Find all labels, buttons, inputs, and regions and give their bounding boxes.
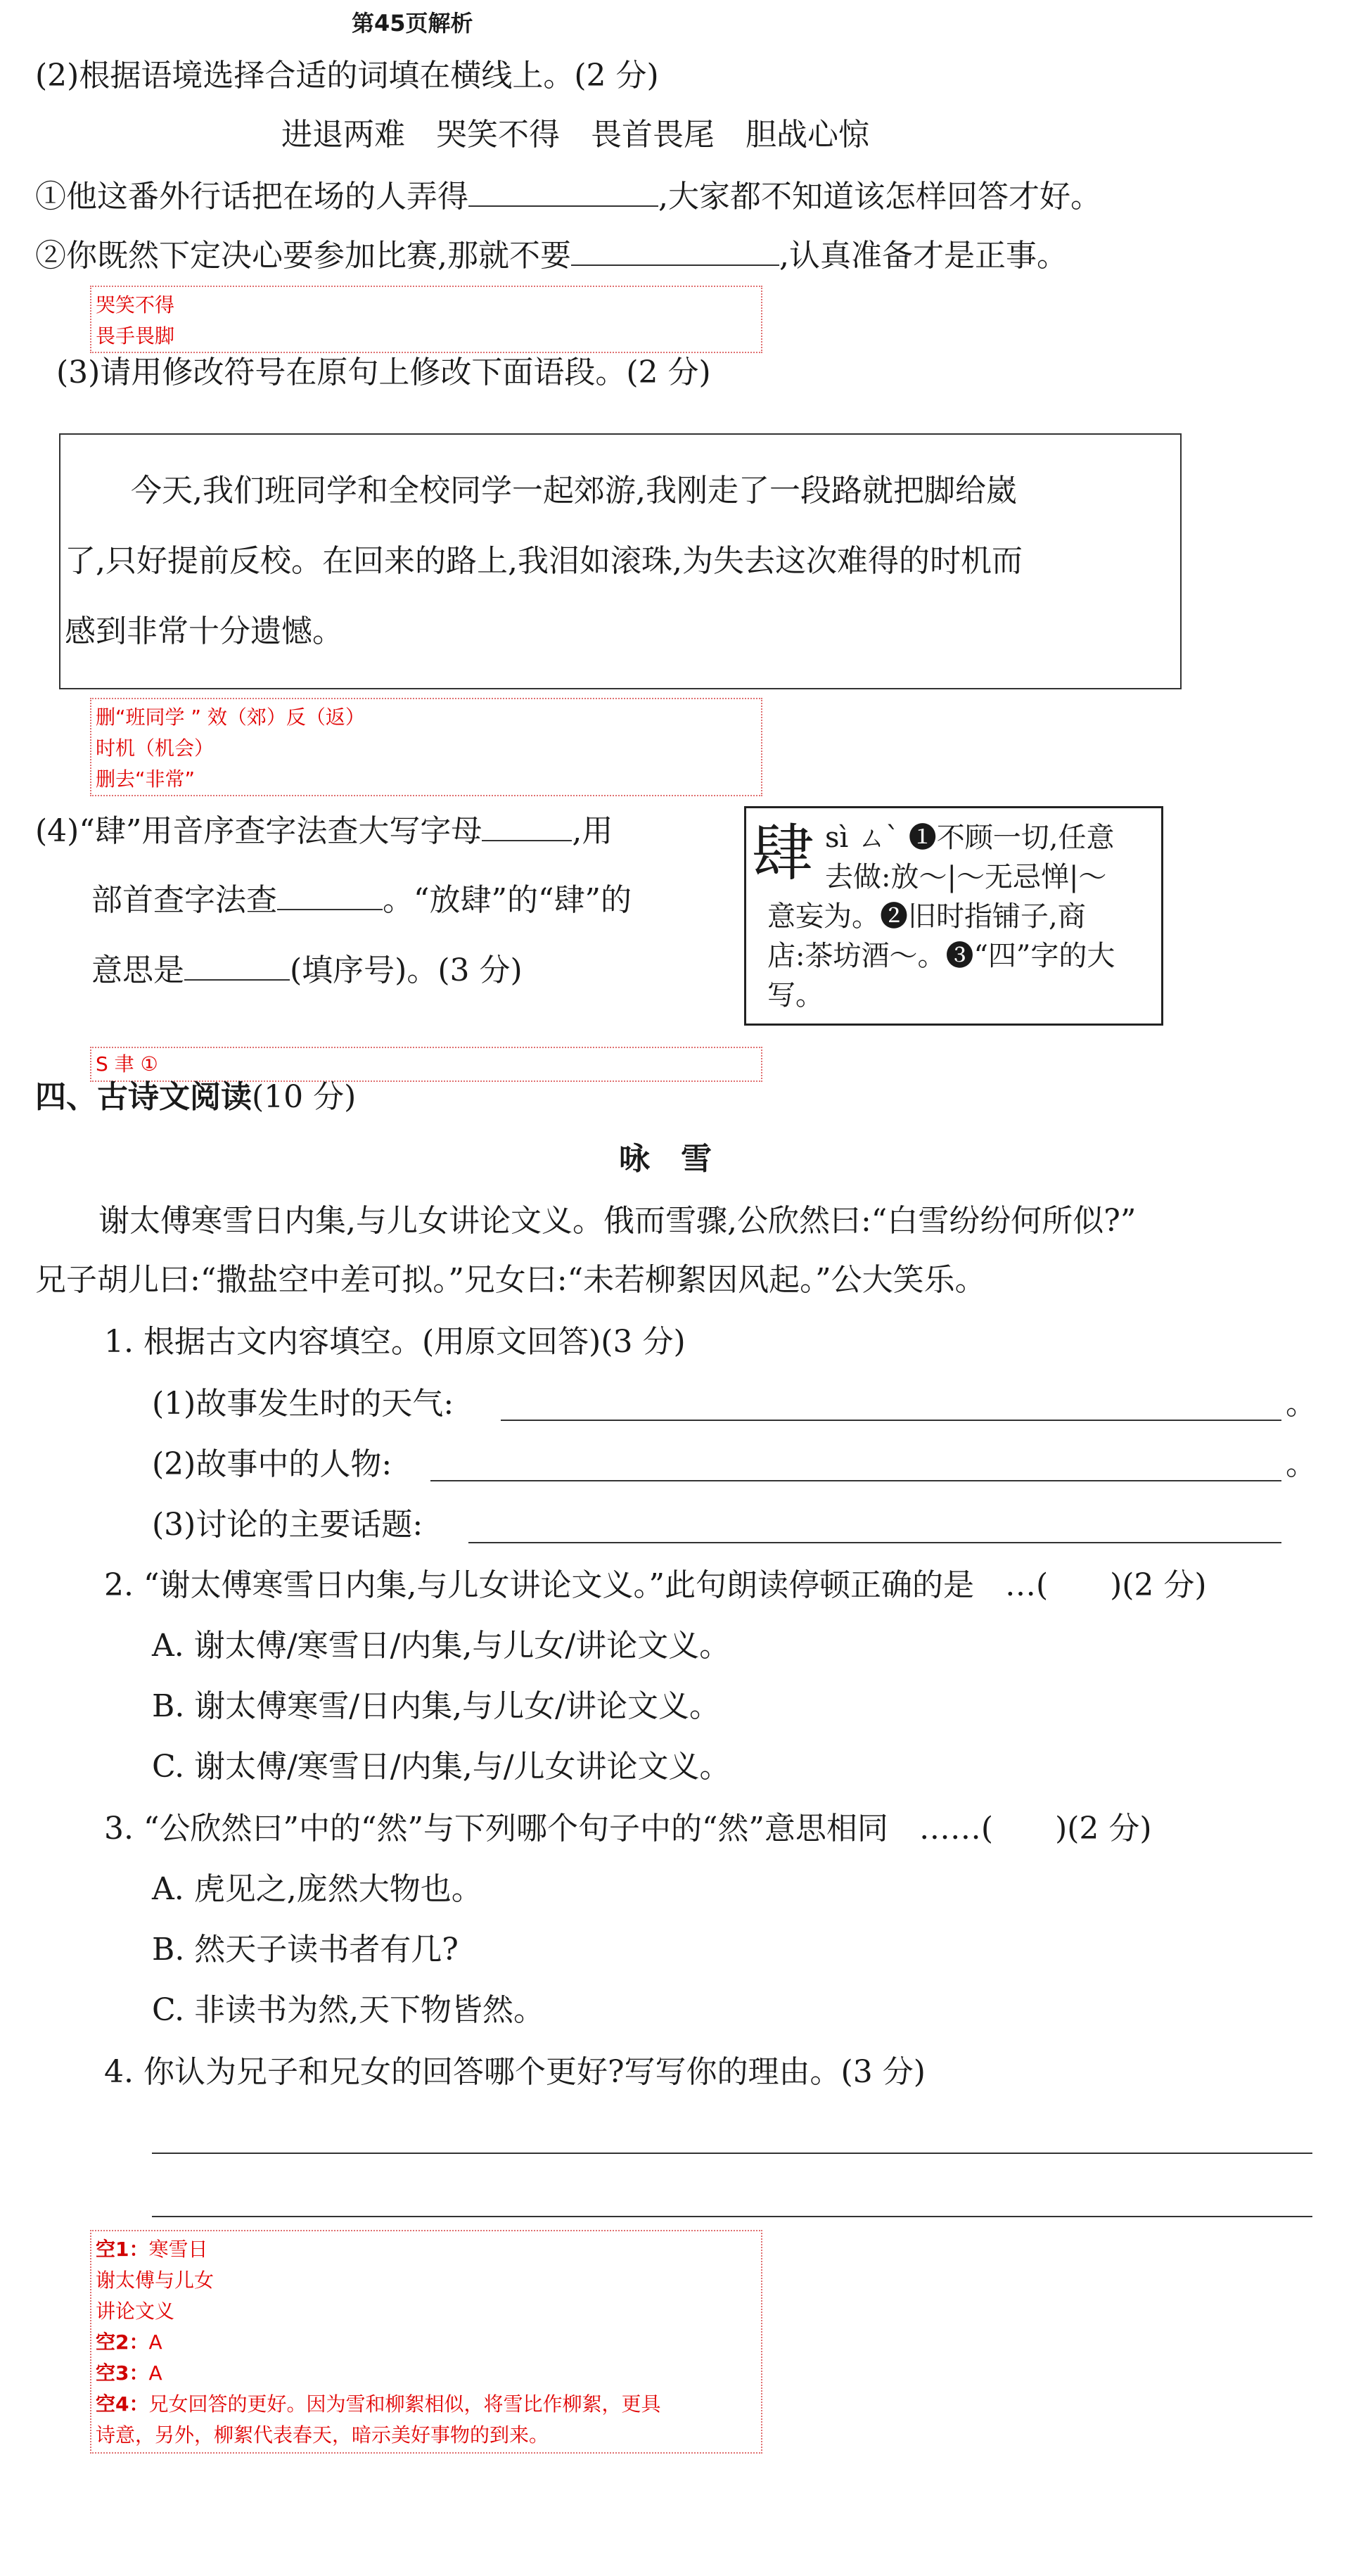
answer-row: [96, 2296, 757, 2327]
q3-passage-line-1: 今天,我们班同学和全校同学一起郊游,我刚走了一段路就把脚给崴: [131, 473, 1017, 509]
s4-q2-option-b[interactable]: B. 谢太傅寒雪/日内集,与儿女/讲论文义。: [152, 1688, 720, 1724]
dict-line-4: 店:茶坊酒～。❸“四”字的大: [767, 940, 1115, 972]
s4-q3-option-b[interactable]: B. 然天子读书者有几?: [152, 1932, 459, 1968]
q2-s1-after: ,大家都不知道该怎样回答才好。: [658, 179, 1101, 215]
answer-row: [96, 2358, 757, 2389]
answer-text: 寒雪日: [148, 2238, 208, 2261]
dict-line-1: [825, 818, 1114, 857]
answer-row: [96, 2389, 757, 2420]
s4-q1-a-blank[interactable]: [501, 1420, 1281, 1421]
page-title: 第45页解析: [352, 10, 473, 37]
answer-text: 谢太傅与儿女: [96, 2269, 215, 2292]
answer-label: 空1：: [96, 2238, 149, 2261]
dict-line-5: 写。: [767, 979, 824, 1012]
dict-character: 肆: [752, 817, 814, 889]
s4-q1-b-period: 。: [1286, 1446, 1317, 1482]
answer-label: 空2：: [96, 2330, 149, 2354]
answer-label: 空3：: [96, 2361, 149, 2385]
q4-line3-after: (填序号)。(3 分): [290, 952, 523, 988]
q2-s2-before: ②你既然下定决心要参加比赛,那就不要: [35, 238, 571, 274]
q2-s1-blank[interactable]: [468, 177, 658, 207]
s4-q4-answer-line-2[interactable]: [152, 2216, 1312, 2217]
answer-row: [96, 2234, 757, 2265]
q4-blank-2[interactable]: [277, 881, 383, 910]
q4-blank-1[interactable]: [482, 812, 572, 841]
answer-text: 兄女回答的更好。因为雪和柳絮相似，将雪比作柳絮，更具: [148, 2392, 661, 2416]
q2-s2-after: ,认真准备才是正事。: [779, 238, 1068, 274]
s4-q1-c: (3)讨论的主要话题:: [152, 1507, 423, 1543]
section-4-heading: [35, 1078, 356, 1117]
q4-line1-before: (4)“肆”用音序查字法查大写字母: [35, 813, 482, 849]
q4-answer-box: [90, 1047, 762, 1082]
q4-line-1: [35, 812, 613, 851]
s4-q1-b-blank[interactable]: [430, 1480, 1281, 1481]
q2-answer-box: [90, 286, 762, 353]
q4-line1-after: ,用: [572, 813, 613, 849]
answer-text: 诗意，另外，柳絮代表春天，暗示美好事物的到来。: [96, 2423, 549, 2447]
s4-q3-stem: 3. “公欣然曰”中的“然”与下列哪个句子中的“然”意思相同 ……( )(2 分): [104, 1811, 1152, 1847]
q2-sentence-2: [35, 236, 1068, 276]
s4-q2-option-a[interactable]: A. 谢太傅/寒雪日/内集,与儿女/讲论文义。: [152, 1628, 731, 1664]
answer-text: A: [148, 2361, 162, 2385]
q2-s2-blank[interactable]: [571, 236, 779, 266]
s4-q4-stem: 4. 你认为兄子和兄女的回答哪个更好?写写你的理由。(3 分): [104, 2054, 926, 2090]
q3-passage-line-3: 感到非常十分遗憾。: [65, 613, 343, 649]
q4-line3-before: 意思是: [91, 952, 184, 988]
q4-answer: S 聿 ①: [96, 1052, 158, 1076]
classical-text-line-2: 兄子胡儿曰:“撒盐空中差可拟。”兄女曰:“未若柳絮因风起。”公大笑乐。: [35, 1262, 986, 1298]
dict-line-3: 意妄为。❷旧时指铺子,商: [767, 900, 1086, 933]
q3-stem: (3)请用修改符号在原句上修改下面语段。(2 分): [56, 355, 711, 390]
answer-text: A: [148, 2330, 162, 2354]
q2-sentence-1: [35, 177, 1101, 217]
s4-q1-b: (2)故事中的人物:: [152, 1446, 392, 1482]
q2-stem: (2)根据语境选择合适的词填在横线上。(2 分): [35, 58, 659, 94]
dict-line-2: 去做:放～|～无忌惮|～: [825, 861, 1107, 893]
q2-answer-1: 哭笑不得: [96, 293, 175, 317]
q4-line2-before: 部首查字法查: [91, 882, 277, 918]
s4-answer-box: [90, 2230, 762, 2454]
s4-q1-stem: 1. 根据古文内容填空。(用原文回答)(3 分): [104, 1324, 686, 1360]
q3-answer-1: 删“班同学 ” 效（郊）反（返）: [96, 706, 365, 729]
s4-q4-answer-line-1[interactable]: [152, 2153, 1312, 2154]
s4-q3-option-a[interactable]: A. 虎见之,庞然大物也。: [152, 1871, 482, 1907]
section-4-score: (10 分): [252, 1079, 357, 1115]
q3-answer-2: 时机（机会）: [96, 737, 215, 760]
s4-q1-c-blank[interactable]: [468, 1542, 1281, 1543]
s4-q1-a-period: 。: [1286, 1386, 1317, 1422]
s4-q1-a: (1)故事发生时的天气:: [152, 1386, 454, 1422]
dict-pinyin: sì ㄙˋ: [825, 822, 900, 854]
s4-q2-stem: 2. “谢太傅寒雪日内集,与儿女讲论文义。”此句朗读停顿正确的是 …( )(2 分): [104, 1567, 1207, 1603]
q2-s1-before: ①他这番外行话把在场的人弄得: [35, 179, 468, 215]
q4-blank-3[interactable]: [184, 951, 290, 981]
answer-row: [96, 2420, 757, 2451]
q3-passage-line-2: 了,只好提前反校。在回来的路上,我泪如滚珠,为失去这次难得的时机而: [65, 543, 1023, 579]
answer-text: 讲论文义: [96, 2300, 175, 2323]
s4-q3-option-c[interactable]: C. 非读书为然,天下物皆然。: [152, 1992, 545, 2028]
answer-label: 空4：: [96, 2392, 149, 2416]
q4-line2-after: 。“放肆”的“肆”的: [383, 882, 632, 918]
dictionary-entry-box: [744, 806, 1163, 1026]
q4-line-2: [91, 881, 632, 920]
q2-word-options: 进退两难 哭笑不得 畏首畏尾 胆战心惊: [281, 117, 869, 153]
q3-answer-box: [90, 698, 762, 796]
poem-title: 咏 雪: [619, 1141, 712, 1177]
q2-answer-2: 畏手畏脚: [96, 324, 175, 347]
section-4-title: 四、古诗文阅读: [35, 1079, 252, 1115]
dict-meaning-1: ❶不顾一切,任意: [908, 822, 1115, 854]
answer-row: [96, 2327, 757, 2358]
answer-row: [96, 2265, 757, 2296]
classical-text-line-1: 谢太傅寒雪日内集,与儿女讲论文义。俄而雪骤,公欣然曰:“白雪纷纷何所似?”: [98, 1203, 1137, 1239]
s4-q2-option-c[interactable]: C. 谢太傅/寒雪日/内集,与/儿女讲论文义。: [152, 1749, 731, 1785]
q3-answer-3: 删去“非常”: [96, 767, 196, 791]
q4-line-3: [91, 951, 523, 990]
